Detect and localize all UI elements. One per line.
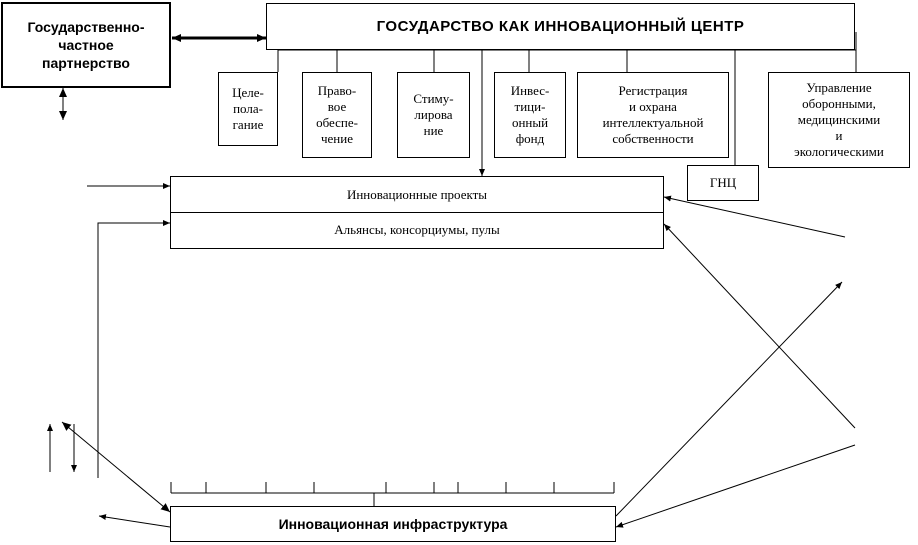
projects-row: Инновационные проекты <box>346 187 488 202</box>
function-box-goal: Целе- пола- гание <box>218 72 278 146</box>
alliances-row: Альянсы, консорциумы, пулы <box>334 222 500 237</box>
state-title-box: ГОСУДАРСТВО КАК ИННОВАЦИОННЫЙ ЦЕНТР <box>266 3 855 50</box>
gnc-box: ГНЦ <box>687 165 759 201</box>
function-box-investment-fund: Инвес- тици- онный фонд <box>494 72 566 158</box>
function-box-legal: Право- вое обеспе- чение <box>302 72 372 158</box>
partnership-box: Государственно- частное партнерство <box>1 2 171 88</box>
infrastructure-box: Инновационная инфраструктура <box>170 506 616 542</box>
function-box-management: Управление оборонными, медицинскими и экологическими <box>768 72 910 168</box>
function-box-ip: Регистрация и охрана интеллектуальной собственности <box>577 72 729 158</box>
projects-box <box>170 176 664 249</box>
function-box-stimulation: Стиму- лирова ние <box>397 72 470 158</box>
